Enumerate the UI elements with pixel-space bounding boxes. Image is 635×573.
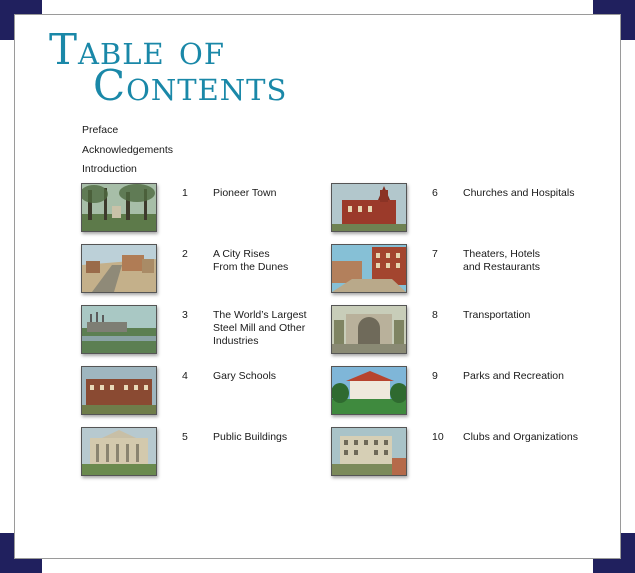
chapter-entry-4[interactable] xyxy=(81,366,341,418)
chapter-title: A City Rises From the Dunes xyxy=(213,248,289,273)
chapter-number: 10 xyxy=(432,431,444,443)
chapter-number: 7 xyxy=(432,248,438,260)
chapter-entry-9[interactable] xyxy=(331,366,591,418)
chapter-entry-3[interactable] xyxy=(81,305,341,357)
front-matter-acknowledgements[interactable]: Acknowledgements xyxy=(82,143,174,156)
chapter-title: Gary Schools xyxy=(213,370,277,382)
chapter-title: Transportation xyxy=(463,309,531,321)
chapter-7-postcard-image xyxy=(331,244,407,293)
chapter-entry-8[interactable] xyxy=(331,305,591,357)
chapter-number: 1 xyxy=(182,187,188,199)
chapter-entry-7[interactable] xyxy=(331,244,591,296)
chapter-number: 6 xyxy=(432,187,438,199)
chapter-entry-6[interactable] xyxy=(331,183,591,235)
front-matter-list xyxy=(82,121,173,180)
chapter-number: 9 xyxy=(432,370,438,382)
chapter-title: Churches and Hospitals xyxy=(463,187,575,199)
chapter-title: Parks and Recreation xyxy=(463,370,564,382)
chapter-5-postcard-image xyxy=(81,427,157,476)
chapter-number: 3 xyxy=(182,309,188,321)
front-matter-preface[interactable]: Preface xyxy=(82,124,119,136)
chapter-title: Pioneer Town xyxy=(213,187,277,199)
page-title xyxy=(49,25,288,110)
chapter-title: Clubs and Organizations xyxy=(463,431,578,443)
chapter-number: 4 xyxy=(182,370,188,382)
chapter-3-postcard-image xyxy=(81,305,157,354)
chapter-8-postcard-image xyxy=(331,305,407,354)
chapter-number: 2 xyxy=(182,248,188,260)
chapter-title: The World’s Largest Steel Mill and Other Industries xyxy=(213,309,307,347)
chapter-title: Theaters, Hotels and Restaurants xyxy=(463,248,541,273)
chapter-9-postcard-image xyxy=(331,366,407,415)
chapter-title: Public Buildings xyxy=(213,431,288,443)
page xyxy=(14,14,621,559)
chapter-6-postcard-image xyxy=(331,183,407,232)
chapter-entry-1[interactable] xyxy=(81,183,341,235)
title-line-1: Table of xyxy=(49,25,225,74)
chapter-entry-2[interactable] xyxy=(81,244,341,296)
chapter-1-postcard-image xyxy=(81,183,157,232)
chapter-number: 5 xyxy=(182,431,188,443)
front-matter-introduction[interactable]: Introduction xyxy=(82,163,137,175)
chapter-2-postcard-image xyxy=(81,244,157,293)
title-line-2: Contents xyxy=(93,61,288,110)
chapter-entry-5[interactable] xyxy=(81,427,341,479)
chapter-number: 8 xyxy=(432,309,438,321)
chapter-entry-10[interactable] xyxy=(331,427,591,479)
chapter-4-postcard-image xyxy=(81,366,157,415)
chapter-10-postcard-image xyxy=(331,427,407,476)
